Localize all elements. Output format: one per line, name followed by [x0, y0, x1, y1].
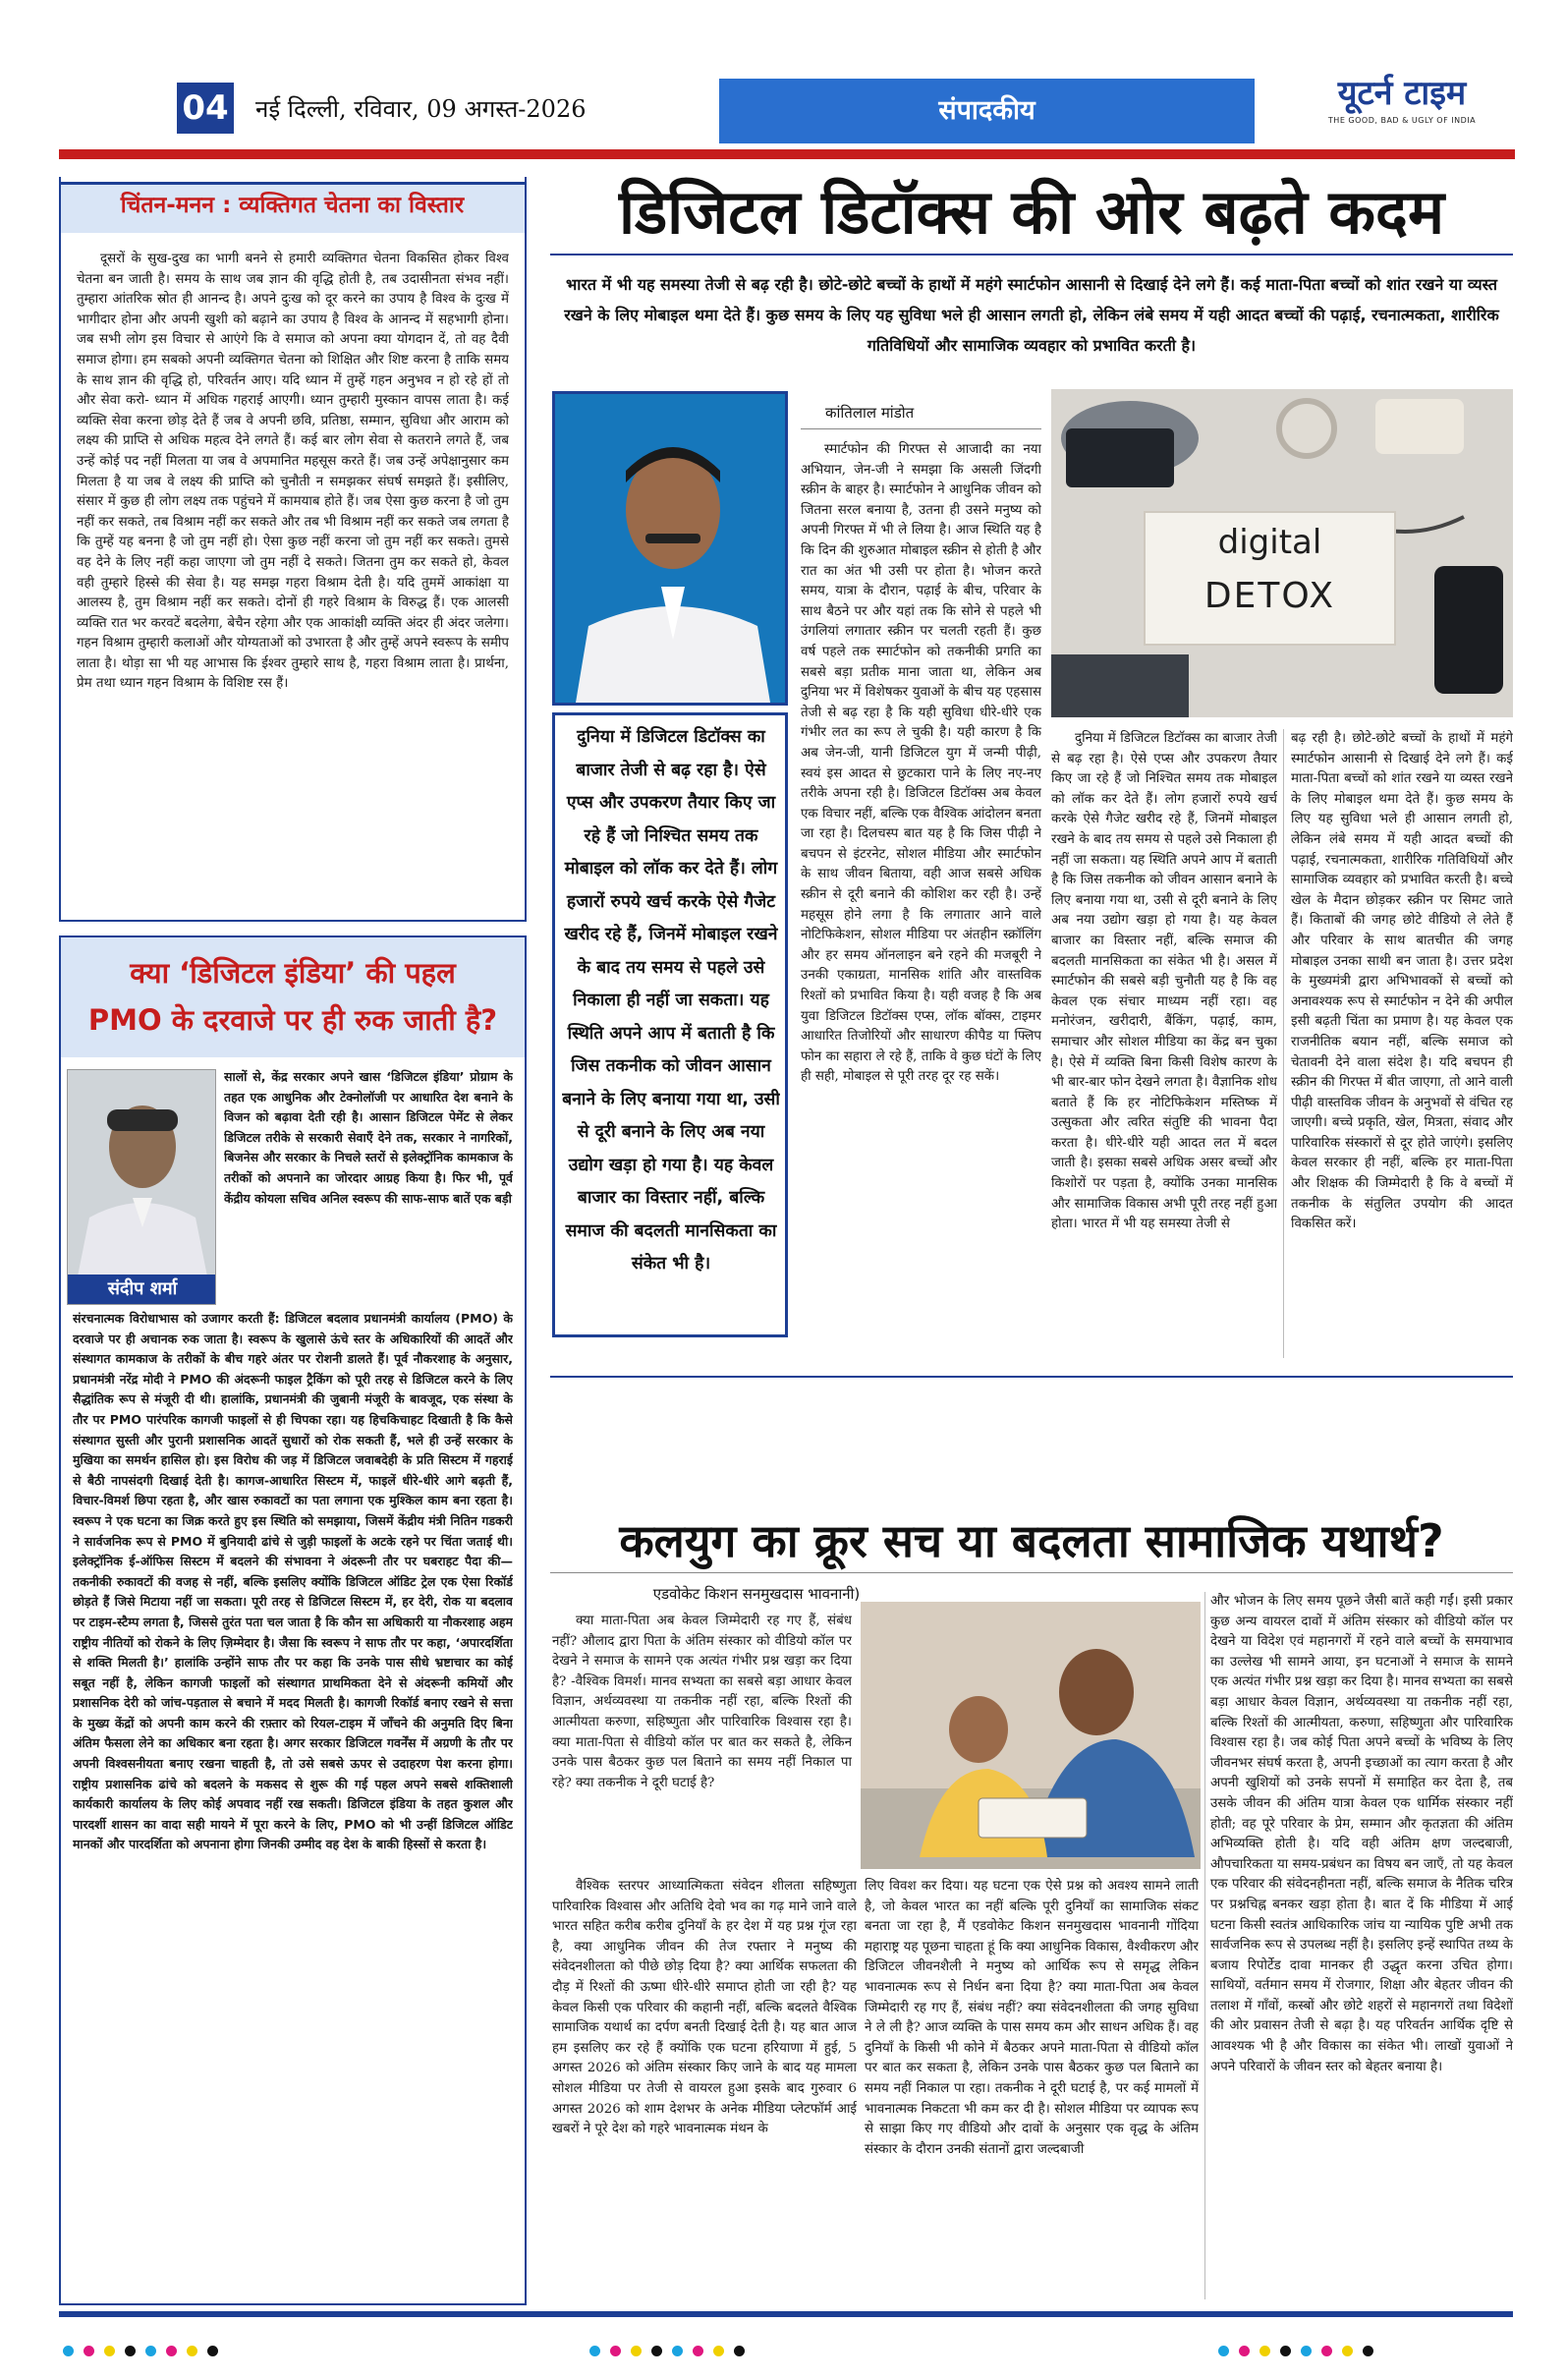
detox-col-2: दुनिया में डिजिटल डिटॉक्स का बाजार तेजी से बढ़ रहा है। ऐसे एप्स और उपकरण तैयार किए जा रहे हैं जो निश्चित समय तक मोबाइल को लॉक कर देते हैं। लोग हजारों रुपये खर्च करके ऐसे गैजेट खरीद रहे हैं, जिनमें मोबाइल रखने के बाद तय समय से पहले उसे निकाला ही नहीं जा सकता। यह स्थिति अपने आप में बताती है कि जिस तकनीक को जीवन आसान बनाने के लिए बनाया गया था, उसी से दूरी बनाने के लिए अब नया उद्योग खड़ा हो गया है। यह केवल बाजार का विस्तार नहीं, बल्कि समाज की बदलती मानसिकता का संकेत भी है। असल में स्मार्टफोन की सबसे बड़ी चुनौती यह है कि वह केवल एक संचार माध्यम नहीं रहा। वह मनोरंजन, खरीदारी, बैंकिंग, पढ़ाई, काम, समाचार और सोशल मीडिया का केंद्र बन चुका है। ऐसे में व्यक्ति बिना किसी विशेष कारण के भी बार-बार फोन देखने लगता है। वैज्ञानिक शोध बताते हैं कि हर नोटिफिकेशन मस्तिष्क में उत्सुकता और त्वरित संतुष्टि की भावना पैदा करता है। धीरे-धीरे यही आदत लत में बदल जाती है। इसका सबसे अधिक असर बच्चों और किशोरों पर पड़ता है, क्योंकि उनका मानसिक और सामाजिक विकास अभी पूरी तरह नहीं हुआ होता। भारत में भी यह समस्या तेजी से	[1051, 731, 1277, 1232]
registration-dot	[1218, 2346, 1229, 2356]
detox-headline: डिजिटल डिटॉक्स की ओर बढ़ते कदम	[618, 176, 1445, 248]
registration-dot	[125, 2346, 136, 2356]
registration-dot	[104, 2346, 115, 2356]
registration-marks-left	[63, 2343, 218, 2358]
registration-dot	[63, 2346, 74, 2356]
detox-sign-line-2: DETOX	[1203, 576, 1336, 616]
logo	[1291, 71, 1513, 151]
detox-byline-rule	[801, 428, 1041, 429]
kalyug-top-rule	[550, 1376, 1513, 1378]
person-silhouette-icon	[68, 1070, 216, 1276]
detox-col-divider	[1283, 729, 1284, 1358]
registration-dot	[734, 2346, 745, 2356]
chintan-title: चिंतन-मनन : व्यक्तिगत चेतना का विस्तार	[120, 193, 465, 218]
detox-deck: भारत में भी यह समस्या तेजी से बढ़ रही है। छोटे-छोटे बच्चों के हाथों में महंगे स्मार्टफोन आसानी से दिखाई देने लगे हैं। कई माता-पिता बच्चों को शांत रखने या व्यस्त रखने के लिए मोबाइल थमा देते हैं। कुछ समय के लिए यह सुविधा भले ही आसान लगती हो, लेकिन लंबे समय में यही आदत बच्चों की पढ़ाई, रचनात्मकता, शारीरिक गतिविधियों और सामाजिक व्यवहार को प्रभावित करती है।	[564, 275, 1499, 355]
detox-byline: कांतिलाल मांडोत	[825, 404, 915, 422]
digital-india-body: संरचनात्मक विरोधाभास को उजागर करती हैं: डिजिटल बदलाव प्रधानमंत्री कार्यालय (PMO) के दरवाजे पर ही अचानक रुक जाता है। स्वरूप के खुलासे ऊंचे स्तर के अधिकारियों की आदतें और संस्थागत कामकाज के तरीकों के बीच गहरे अंतर पर रोशनी डालते हैं। पूर्व नौकरशाह के अनुसार, प्रधानमंत्री नरेंद्र मोदी ने PMO की अंदरूनी फाइल ट्रैकिंग को पूरी तरह से डिजिटल करने के लिए सैद्धांतिक रूप से मंजूरी दी थी। हालांकि, प्रधानमंत्री की जुबानी मंजूरी के बावजूद, एक संस्था के तौर पर PMO पारंपरिक कागजी फाइलों से ही चिपका रहा। यह हिचकिचाहट दिखाती है कि कैसे संस्थागत सुस्ती और पुरानी प्रशासनिक आदतें सुधारों को रोक सकती हैं, भले ही उन्हें सरकार के मुखिया का समर्थन हासिल हो। इस विरोध की जड़ में डिजिटल जवाबदेही के प्रति सिस्टम में गहराई से बैठी नापसंदगी दिखाई देती है। कागज-आधारित सिस्टम में, फाइलें धीरे-धीरे आगे बढ़ती हैं, विचार-विमर्श छिपा रहता है, और खास रुकावटों का पता लगाना एक मुश्किल काम बना रहता है। स्वरूप ने एक घटना का जिक्र करते हुए इस स्थिति को समझाया, जिसमें केंद्रीय मंत्री नितिन गडकरी ने सार्वजनिक रूप से PMO में बुनियादी ढांचे से जुड़ी फाइलों के अटके रहने पर चिंता जताई थी। इलेक्ट्रॉनिक ई-ऑफिस सिस्टम में बदलने की संभावना ने अंदरूनी तौर पर घबराहट पैदा की—तकनीकी रुकावटों की वजह से नहीं, बल्कि इसलिए क्योंकि डिजिटल ऑडिट ट्रेल एक ऐसा रिकॉर्ड छोड़ते हैं जिसे मिटाया नहीं जा सकता। पूरी तरह से डिजिटल सिस्टम में, हर देरी, रोक या बदलाव पर टाइम-स्टैम्प लगता है, जिससे तुरंत पता चल जाता है कि कौन सा अधिकारी या नौकरशाह अहम राष्ट्रीय नीतियों को रोकने के लिए ज़िम्मेदार है। जैसा कि स्वरूप ने साफ तौर पर कहा, ‘अपारदर्शिता से शक्ति मिलती है।’ हालांकि उन्होंने साफ तौर पर कहा कि उनके पास सीधे भ्रष्टाचार का कोई सबूत नहीं है, लेकिन कागजी फाइलों को संस्थागत प्राथमिकता देने से अंदरूनी कमियों और प्रशासनिक देरी को जांच-पड़ताल से बचाने में मदद मिलती है। कागजी रिकॉर्ड बनाए रखने से सत्ता के मुख्य केंद्रों को अपनी काम करने की रफ़्तार को रियल-टाइम में जाँचने की अनुमति दिए बिना अंतिम फैसला लेने का अधिकार बना रहता है। अगर सरकार डिजिटल गवर्नेंस में अग्रणी के तौर पर अपनी विश्वसनीयता बनाए रखना चाहती है, तो उसे सबसे ऊपर से उदाहरण पेश करना होगा। राष्ट्रीय प्रशासनिक ढांचे को बदलने के मकसद से शुरू की गई पहल अपने सबसे शक्तिशाली कार्यकारी कार्यालय के लिए कोई अपवाद नहीं रख सकती। डिजिटल इंडिया के तहत कुशल और पारदर्शी शासन का वादा सही मायने में पूरा करने के लिए, PMO को भी उन्हीं डिजिटल ऑडिट मानकों और पारदर्शिता को अपनाना होगा जिनकी उम्मीद वह देश के बाकी हिस्सों से करता है।	[73, 1311, 513, 1852]
kalyug-col-3: और भोजन के लिए समय पूछने जैसी बातें कही गईं। इसी प्रकार कुछ अन्य वायरल दावों में अंतिम संस्कार को वीडियो कॉल पर देखने या विदेश एवं महानगरों में रहने वाले बच्चों के समयाभाव का उल्लेख भी सामने आया, इन घटनाओं ने समाज के सामने एक अत्यंत गंभीर प्रश्न खड़ा कर दिया है। मानव सभ्यता का सबसे बड़ा आधार केवल विज्ञान, अर्थव्यवस्था या तकनीक नहीं रहा, बल्कि रिश्तों की आत्मीयता, करुणा, सहिष्णुता और पारिवारिक विश्वास रहा है। जब कोई पिता अपने बच्चों के भविष्य के लिए जीवनभर संघर्ष करता है, अपनी इच्छाओं का त्याग करता है और अपनी खुशियों को उनके सपनों में समाहित कर देता है, तब उसके जीवन की अंतिम यात्रा केवल एक धार्मिक संस्कार नहीं होती; वह पूरे परिवार के प्रेम, सम्मान और कृतज्ञता की अंतिम अभिव्यक्ति होती है। यदि वही अंतिम क्षण जल्दबाजी, औपचारिकता या समय-प्रबंधन का विषय बन जाएँ, तो यह केवल एक परिवार की संवेदनहीनता नहीं, बल्कि समाज के नैतिक चरित्र पर प्रश्नचिह्न बनकर खड़ा होता है। बात दें कि मीडिया में आई घटना किसी स्वतंत्र आधिकारिक जांच या न्यायिक पुष्टि अभी तक सार्वजनिक रूप से उपलब्ध नहीं है। इसलिए इन्हें स्थापित तथ्य के बजाय रिपोर्टेड दावा मानकर ही उद्धृत करना उचित होगा। साथियों, वर्तमान समय में रोजगार, शिक्षा और बेहतर जीवन की तलाश में गाँवों, कस्बों और छोटे शहरों से महानगरों तथा विदेशों की ओर प्रवासन तेजी से बढ़ा है। यह परिवर्तन आर्थिक दृष्टि से आवश्यक भी है और विकास का संकेत भी। लाखों युवाओं ने अपने परिवारों के जीवन स्तर को बेहतर बनाया है।	[1210, 1594, 1513, 2074]
registration-dot	[1280, 2346, 1291, 2356]
kalyug-photo	[861, 1602, 1201, 1869]
registration-dot	[631, 2346, 642, 2356]
digital-india-title-2: PMO के दरवाजे पर ही रुक जाती है?	[87, 1003, 498, 1037]
detox-headline-rule	[550, 254, 1513, 255]
registration-dot	[1321, 2346, 1332, 2356]
detox-col-3: बढ़ रही है। छोटे-छोटे बच्चों के हाथों में महंगे स्मार्टफोन आसानी से दिखाई देने लगे हैं। कई माता-पिता बच्चों को शांत रखने या व्यस्त रखने के लिए मोबाइल थमा देते हैं। कुछ समय के लिए यह सुविधा भले ही आसान लगती हो, लेकिन लंबे समय में यही आदत बच्चों की पढ़ाई, रचनात्मकता, शारीरिक गतिविधियों और सामाजिक व्यवहार को प्रभावित करती है। बच्चे खेल के मैदान छोड़कर स्क्रीन पर सिमट जाते हैं। किताबों की जगह छोटे वीडियो ले लेते हैं और परिवार के साथ बातचीत की जगह मोबाइल उनका साथी बन जाता है। उत्तर प्रदेश के मुख्यमंत्री द्वारा अभिभावकों से बच्चों को अनावश्यक रूप से स्मार्टफोन न देने की अपील इसी बढ़ती चिंता का प्रमाण है। यह केवल एक राजनीतिक बयान नहीं, बल्कि समाज को चेतावनी देने वाला संदेश है। यदि बचपन ही स्क्रीन की गिरफ्त में बीत जाएगा, तो आने वाली पीढ़ी वास्तविक जीवन के अनुभवों से वंचित रह जाएगी। बच्चे प्रकृति, खेल, मित्रता, संवाद और पारिवारिक संस्कारों से दूर होते जाएंगे। इसलिए केवल सरकार ही नहीं, बल्कि हर माता-पिता और शिक्षक की जिम्मेदारी है कि वे बच्चों में तकनीक के संतुलित उपयोग की आदत विकसित करें।	[1291, 731, 1513, 1232]
chintan-border	[59, 177, 527, 922]
registration-dot	[1363, 2346, 1373, 2356]
registration-marks-mid	[589, 2343, 745, 2358]
registration-dot	[1301, 2346, 1312, 2356]
author-name: संदीप शर्मा	[68, 1275, 216, 1304]
registration-dot	[207, 2346, 218, 2356]
detox-sign-line-1: digital	[1217, 523, 1322, 562]
chintan-body: दूसरों के सुख-दुख का भागी बनने से हमारी व्यक्तिगत चेतना विकसित होकर विश्व चेतना बन जाती है। समय के साथ जब ज्ञान की वृद्धि होती है, तब उदासीनता संभव नहीं। तुम्हारा आंतरिक स्रोत ही आनन्द है। अपने दुःख को दूर करने का उपाय है विश्व के दुःख में भागीदार होना और अपनी खुशी को बढ़ाने का उपाय है विश्व के आनन्द में सहभागी होना। जब सभी लोग इस विचार से आएंगे कि वे समाज को अपना क्या योगदान दें, तो वह दैवी समाज होगा। हम सबको अपनी व्यक्तिगत चेतना को शिक्षित और शिष्ट करना है ताकि समय के साथ ज्ञान की वृद्धि हो, परिवर्तन आए। यदि ध्यान में तुम्हें गहन अनुभव न हो रहे हों तो और सेवा करो- ध्यान में अधिक गहराई आएगी। ध्यान तुम्हारी मुस्कान वापस लाता है। कई व्यक्ति सेवा करना छोड़ देते हैं जब वे अपनी छवि, प्रतिष्ठा, सम्मान, सुविधा और आराम को लक्ष्य की प्राप्ति से अधिक महत्व देने लगते हैं। कई बार लोग सेवा से कतराने लगते हैं, जब उन्हें कोई पद नहीं मिलता या जब वे अपमानित महसूस करते हैं। जब उन्हें अपेक्षानुसार कम मिलता है या जब वे लक्ष्य की प्राप्ति को चुनौती न समझकर संघर्ष समझते हैं। इसीलिए, संसार में कुछ ही लोग लक्ष्य तक पहुंचने में कामयाब होते हैं। जब ऐसा कुछ करना है जो तुम नहीं कर सकते, तब विश्राम नहीं कर सकते और तब भी विश्राम नहीं कर सकते जब लगता है कि तुम्हें यह बनना है जो तुम नहीं हो। ऐसा कुछ नहीं करना जो तुम नहीं कर सकते। तुमसे वह देने के लिए नहीं कहा जाएगा जो तुम नहीं दे सकते। जितना तुम कर सकते हो, केवल वही तुम्हारे हिस्से की सेवा है। यह समझ गहरा विश्राम देती है। यदि तुममें आकांक्षा या आलस्य है, तुम विश्राम नहीं कर सकते। दोनों ही गहरे विश्राम के विरुद्ध हैं। एक आलसी व्यक्ति रात भर करवटें बदलेगा, बेचैन रहेगा और एक आकांक्षी व्यक्ति अंदर ही अंदर जलेगा। गहन विश्राम तुम्हारी कलाओं और योग्यताओं को उभारता है और तुम्हें अपने स्वरूप के समीप लाता है। थोड़ा सा भी यह आभास कि ईश्वर तुम्हारे साथ है, गहरा विश्राम लाता है। प्रार्थना, प्रेम तथा ध्यान गहन विश्राम के विशिष्ट रस हैं।	[77, 252, 509, 692]
registration-dot	[187, 2346, 197, 2356]
footer-rule	[59, 2311, 1513, 2317]
detox-pullquote: दुनिया में डिजिटल डिटॉक्स का बाजार तेजी से बढ़ रहा है। ऐसे एप्स और उपकरण तैयार किए जा रहे हैं जो निश्चित समय तक मोबाइल को लॉक कर देते हैं। लोग हजारों रुपये खर्च करके ऐसे गैजेट खरीद रहे हैं, जिनमें मोबाइल रखने के बाद तय समय से पहले उसे निकाला ही नहीं जा सकता। यह स्थिति अपने आप में बताती है कि जिस तकनीक को जीवन आसान बनाने के लिए बनाया गया था, उसी से दूरी बनाने के लिए अब नया उद्योग खड़ा हो गया है। यह केवल बाजार का विस्तार नहीं, बल्कि समाज की बदलती मानसिकता का संकेत भी है।	[562, 727, 780, 1274]
kalyug-col-1-bottom: वैश्विक स्तरपर आध्यात्मिकता संवेदन शीलता सहिष्णुता पारिवारिक विश्वास और अतिथि देवो भव का गढ़ माने जाने वाले भारत सहित करीब करीब दुनियाँ के हर देश में यह प्रश्न गूंज रहा है, क्या आधुनिक जीवन की तेज रफ्तार ने मनुष्य की संवेदनशीलता को पीछे छोड़ दिया है? क्या आर्थिक सफलता की दौड़ में रिश्तों की ऊष्मा धीरे-धीरे समाप्त होती जा रही है? यह केवल किसी एक परिवार की कहानी नहीं, बल्कि बदलते वैश्विक सामाजिक यथार्थ का दर्पण बनती दिखाई देती है। यह बात आज हम इसलिए कर रहे हैं क्योंकि एक घटना हरियाणा में हुई, 5 अगस्त 2026 को अंतिम संस्कार किए जाने के बाद यह मामला सोशल मीडिया पर तेजी से वायरल हुआ इसके बाद गुरुवार 6 अगस्त 2026 को शाम देशभर के अनेक मीडिया प्लेटफॉर्म आई खबरों ने पूरे देश को गहरे भावनात्मक मंथन के	[552, 1879, 857, 2137]
registration-dot	[651, 2346, 662, 2356]
registration-dot	[166, 2346, 177, 2356]
kalyug-col-1-top: क्या माता-पिता अब केवल जिम्मेदारी रह गए हैं, संबंध नहीं? औलाद द्वारा पिता के अंतिम संस्कार को वीडियो कॉल पर देखने ने समाज के सामने एक अत्यंत गंभीर प्रश्न खड़ा कर दिया है? -वैश्विक विमर्श। मानव सभ्यता का सबसे बड़ा आधार केवल विज्ञान, अर्थव्यवस्था या तकनीक नहीं रहा, बल्कि रिश्तों की आत्मीयता करुणा, सहिष्णुता और पारिवारिक विश्वास रहा है। क्या माता-पिता से वीडियो कॉल पर बात कर सकते है, लेकिन उनके पास बैठकर कुछ पल बिताने का समय नहीं निकाल पा रहे? क्या तकनीक ने दूरी घटाई है?	[552, 1614, 852, 1790]
header-rule	[59, 149, 1515, 159]
kalyug-headline: कलयुग का क्रूर सच या बदलता सामाजिक यथार्थ?	[619, 1514, 1444, 1567]
logo-wordmark: यूटर्न टाइम	[1337, 74, 1467, 113]
logo-tagline: THE GOOD, BAD & UGLY OF INDIA	[1327, 116, 1477, 125]
registration-dot	[589, 2346, 600, 2356]
registration-dot	[1239, 2346, 1250, 2356]
page-number: 04	[182, 88, 229, 128]
registration-dot	[145, 2346, 156, 2356]
registration-dot	[672, 2346, 683, 2356]
kalyug-headline-rule	[550, 1572, 1513, 1573]
kalyug-col-divider	[1204, 1592, 1205, 2299]
father-son-reading-photo-icon	[861, 1602, 1201, 1869]
author-photo	[67, 1069, 216, 1305]
author-portrait-icon	[555, 394, 788, 706]
detox-col-1: स्मार्टफोन की गिरफ्त से आजादी का नया अभियान, जेन-जी ने समझा कि असली जिंदगी स्क्रीन के बाहर है। स्मार्टफोन ने आधुनिक जीवन को जितना सरल बनाया है, उतना ही उसने मनुष्य को अपनी गिरफ्त में भी ले लिया है। आज स्थिति यह है कि दिन की शुरुआत मोबाइल स्क्रीन से होती है और रात का अंत भी उसी पर होता है। भोजन करते समय, यात्रा के दौरान, पढ़ाई के बीच, परिवार के साथ बैठने पर और यहां तक कि सोने से पहले भी उंगलियां लगातार स्क्रीन पर चलती रहती हैं। कुछ वर्ष पहले तक स्मार्टफोन को तकनीकी प्रगति का सबसे बड़ा प्रतीक माना जाता था, लेकिन अब दुनिया भर में विशेषकर युवाओं के बीच यह एहसास तेजी से बढ़ रहा है कि यही सुविधा धीरे-धीरे एक गंभीर लत का रूप ले चुकी है। यही कारण है कि अब जेन-जी, यानी डिजिटल युग में जन्मी पीढ़ी, स्वयं इस आदत से छुटकारा पाने के लिए नए-नए तरीके अपना रही है। डिजिटल डिटॉक्स अब केवल एक विचार नहीं, बल्कि एक वैश्विक आंदोलन बनता जा रहा है। दिलचस्प बात यह है कि जिस पीढ़ी ने बचपन से इंटरनेट, सोशल मीडिया और स्मार्टफोन के साथ जीवन बिताया, वही आज सबसे अधिक स्क्रीन से दूरी बनाने की कोशिश कर रही है। उन्हें महसूस होने लगा है कि लगातार आने वाले नोटिफिकेशन, सोशल मीडिया पर अंतहीन स्क्रॉलिंग और हर समय ऑनलाइन बने रहने की मजबूरी ने उनकी एकाग्रता, मानसिक शांति और वास्तविक रिश्तों को प्रभावित किया है। यही वजह है कि अब युवा डिजिटल डिटॉक्स एप्स, लॉक बॉक्स, टाइमर आधारित तिजोरियों और साधारण कीपैड या फ्लिप फोन का सहारा ले रहे हैं, ताकि वे कुछ घंटों के लिए ही सही, मोबाइल से पूरी तरह दूर रह सकें।	[801, 442, 1041, 1085]
detox-author-photo	[552, 391, 788, 706]
registration-dot	[1342, 2346, 1353, 2356]
registration-dot	[610, 2346, 621, 2356]
detox-photo	[1051, 389, 1513, 717]
digital-india-lead: सालों से, केंद्र सरकार अपने खास ‘डिजिटल इंडिया’ प्रोग्राम के तहत एक आधुनिक और टेक्नोलॉजी पर आधारित देश बनाने के विजन को बढ़ावा देती रही है। आसान डिजिटल पेमेंट से लेकर डिजिटल तरीके से सरकारी सेवाएँ देने तक, सरकार ने नागरिकों, बिजनेस और सरकार के निचले स्तरों से इलेक्ट्रॉनिक कामकाज के तरीकों को अपनाने का जोरदार आग्रह किया है। फिर भी, पूर्व केंद्रीय कोयला सचिव अनिल स्वरूप की साफ-साफ बातें एक बड़ी	[224, 1069, 513, 1206]
registration-dot	[84, 2346, 94, 2356]
registration-dot	[713, 2346, 724, 2356]
dateline: नई दिल्ली, रविवार, 09 अगस्त-2026	[255, 95, 587, 123]
section-name: संपादकीय	[938, 95, 1035, 126]
registration-marks-right	[1218, 2343, 1373, 2358]
page-header	[59, 59, 1513, 157]
registration-dot	[693, 2346, 703, 2356]
kalyug-byline: एडवोकेट किशन सनमुखदास भावनानी)	[652, 1585, 861, 1603]
registration-dot	[1259, 2346, 1270, 2356]
digital-india-title-1: क्या ‘डिजिटल इंडिया’ की पहल	[130, 956, 456, 990]
kalyug-col-2-bottom: लिए विवश कर दिया। यह घटना एक ऐसे प्रश्न को अवश्य सामने लाती है, जो केवल भारत का नहीं बल्कि पूरी दुनियाँ का सामाजिक संकट बनता जा रहा है, मैं एडवोकेट किशन सनमुखदास भावनानी गोंदिया महाराष्ट्र यह पूछना चाहता हूं कि क्या आधुनिक विकास, वैश्वीकरण और डिजिटल जीवनशैली ने मनुष्य को आर्थिक रूप से समृद्ध लेकिन भावनात्मक रूप से निर्धन बना दिया है? क्या माता-पिता अब केवल जिम्मेदारी रह गए हैं, संबंध नहीं? क्या संवेदनशीलता की जगह सुविधा ने ले ली है? आज व्यक्ति के पास समय कम और साधन अधिक हैं। वह दुनियाँ के किसी भी कोने में बैठकर अपने माता-पिता से वीडियो कॉल पर बात कर सकता है, लेकिन उनके पास बैठकर कुछ पल बिताने का समय नहीं निकाल पा रहा। तकनीक ने दूरी घटाई है, पर कई मामलों में भावनात्मक निकटता भी कम कर दी है। सोशल मीडिया पर व्यापक रूप से साझा किए गए वीडियो और दावों के अनुसार एक वृद्ध के अंतिम संस्कार के दौरान उनकी संतानों द्वारा जल्दबाजी	[865, 1879, 1199, 2157]
